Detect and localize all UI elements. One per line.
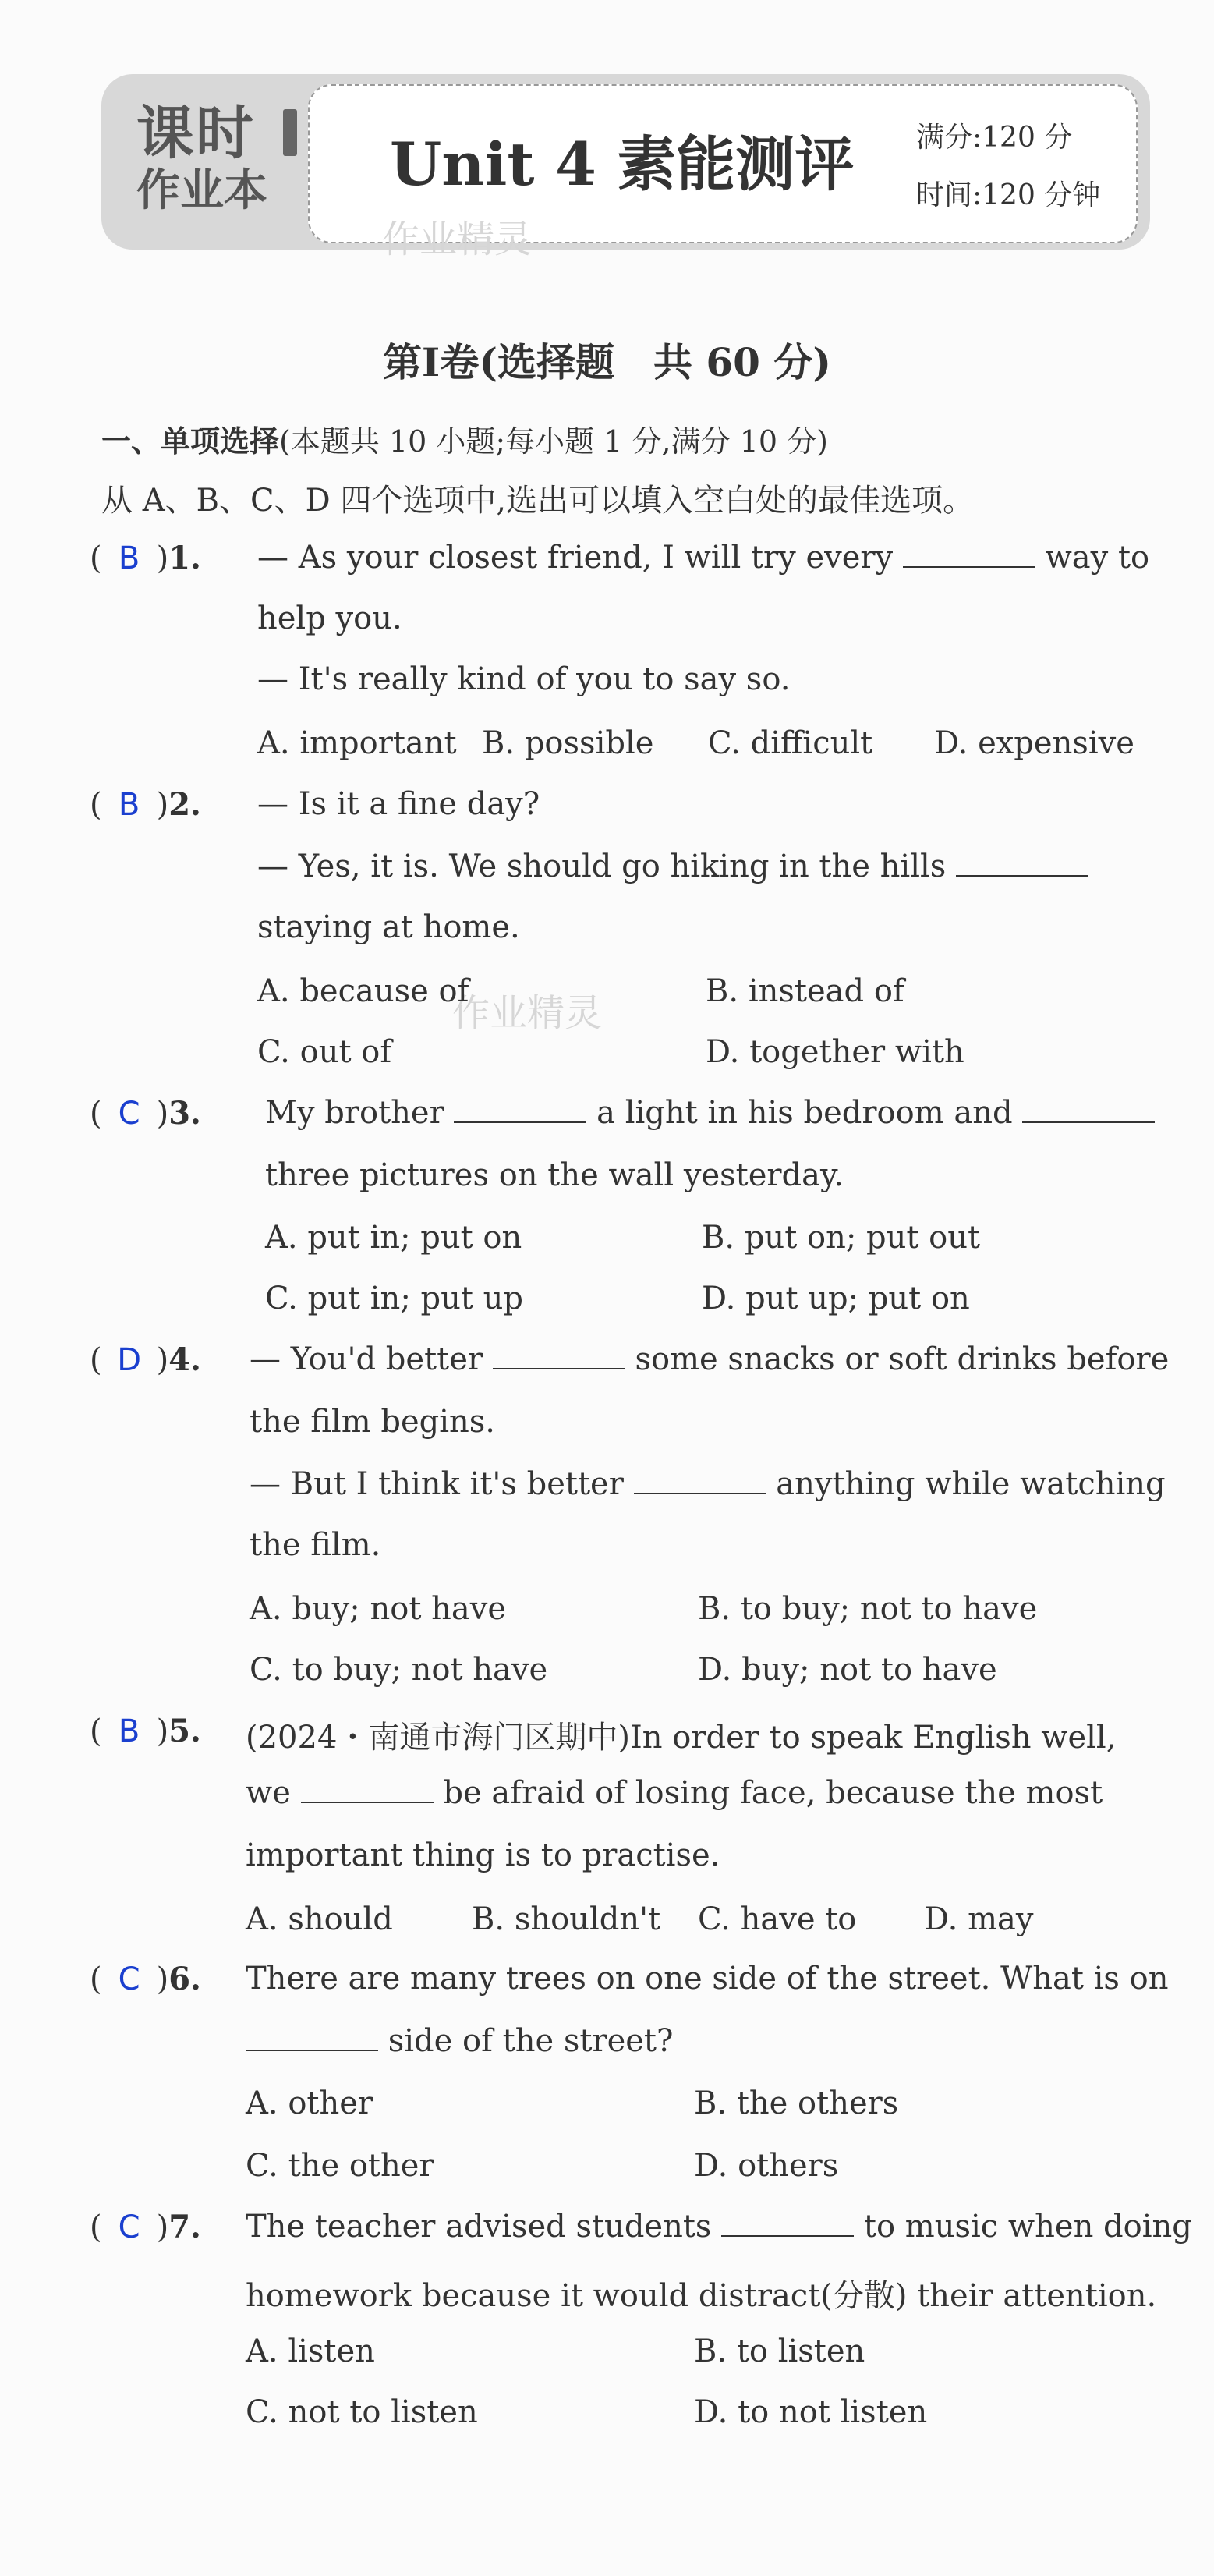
section-title: 第Ⅰ卷(选择题 共 60 分) (382, 339, 832, 385)
option[interactable]: C. the other (246, 2148, 434, 2184)
option[interactable]: B. instead of (706, 973, 904, 1009)
answer-blank[interactable] (454, 1098, 586, 1123)
question-text: three pictures on the wall yesterday. (265, 1157, 844, 1193)
instruction: 从 A、B、C、D 四个选项中,选出可以填入空白处的最佳选项。 (101, 483, 975, 519)
watermark: 作业精灵 (382, 218, 533, 261)
answer-blank[interactable] (634, 1469, 766, 1494)
option[interactable]: C. not to listen (246, 2394, 478, 2430)
answer-blank[interactable] (301, 1778, 434, 1803)
option[interactable]: C. out of (257, 1034, 392, 1070)
answer-bracket: ( C )3. (90, 1095, 201, 1132)
question-text: we be afraid of losing face, because the most (246, 1775, 1103, 1811)
option[interactable]: D. to not listen (694, 2394, 928, 2430)
question-text: important thing is to practise. (246, 1837, 720, 1873)
publisher-logo (136, 101, 300, 226)
watermark: 作业精灵 (452, 991, 603, 1035)
question-text: — You'd better some snacks or soft drinks before (250, 1341, 1170, 1377)
question-text: (2024・南通市海门区期中)In order to speak English well, (246, 1720, 1117, 1756)
option[interactable]: B. to buy; not to have (698, 1591, 1038, 1627)
logo-tag (283, 109, 297, 156)
question-text: homework because it would distract(分散) their attention. (246, 2278, 1157, 2314)
time-limit: 时间:120 分钟 (916, 179, 1101, 211)
option[interactable]: D. expensive (934, 725, 1134, 761)
question-text: — Yes, it is. We should go hiking in the hills (257, 849, 1088, 884)
question-number: 1. (168, 540, 201, 576)
question-number: 6. (168, 1961, 201, 1997)
question-number: 5. (168, 1713, 201, 1749)
option[interactable]: B. shouldn't (472, 1901, 661, 1937)
answer-bracket: ( C )7. (90, 2209, 201, 2245)
question-text: — As your closest friend, I will try every way to (257, 540, 1150, 576)
question-text: — It's really kind of you to say so. (257, 661, 791, 697)
answer-bracket: ( B )2. (90, 786, 201, 823)
answer-bracket: ( B )5. (90, 1713, 201, 1749)
option[interactable]: D. together with (706, 1034, 964, 1070)
question-number: 3. (168, 1095, 201, 1132)
question-text: There are many trees on one side of the street. What is on (246, 1961, 1169, 1997)
option[interactable]: A. other (246, 2085, 373, 2121)
option[interactable]: A. put in; put on (265, 1220, 522, 1256)
answer-letter: C (118, 1096, 140, 1132)
answer-blank[interactable] (246, 2026, 378, 2051)
question-text: help you. (257, 601, 402, 636)
option[interactable]: C. difficult (708, 725, 873, 761)
option[interactable]: B. possible (482, 725, 654, 761)
part-heading-note: (本题共 10 小题;每小题 1 分,满分 10 分) (279, 424, 828, 459)
option[interactable]: C. put in; put up (265, 1281, 524, 1316)
option[interactable]: A. should (246, 1901, 393, 1937)
logo-line1: 课时 (136, 100, 255, 167)
option[interactable]: A. important (257, 725, 457, 761)
option[interactable]: C. to buy; not have (250, 1652, 548, 1688)
answer-blank[interactable] (903, 543, 1035, 568)
answer-blank[interactable] (721, 2212, 854, 2237)
option[interactable]: B. the others (694, 2085, 899, 2121)
question-text: The teacher advised students to music when doing (246, 2209, 1192, 2245)
question-number: 4. (168, 1341, 201, 1378)
option[interactable]: D. buy; not to have (698, 1652, 997, 1688)
page-title: Unit 4 素能测评 (390, 129, 855, 199)
answer-letter: D (117, 1342, 142, 1378)
answer-bracket: ( D )4. (90, 1341, 201, 1378)
question-number: 7. (168, 2209, 201, 2245)
answer-letter: B (118, 787, 140, 823)
answer-blank[interactable] (1022, 1098, 1155, 1123)
question-text: My brother a light in his bedroom and (265, 1095, 1155, 1131)
option[interactable]: B. put on; put out (702, 1220, 981, 1256)
answer-blank[interactable] (956, 852, 1088, 877)
answer-bracket: ( C )6. (90, 1961, 201, 1997)
answer-bracket: ( B )1. (90, 540, 201, 576)
part-heading (101, 417, 828, 460)
option[interactable]: D. put up; put on (702, 1281, 970, 1316)
answer-letter: B (118, 540, 140, 576)
part-heading-label: 一、单项选择 (101, 424, 280, 459)
logo-line2: 作业本 (136, 165, 267, 216)
question-text: side of the street? (246, 2023, 673, 2059)
option[interactable]: A. buy; not have (250, 1591, 506, 1627)
option[interactable]: D. others (694, 2148, 839, 2184)
option[interactable]: B. to listen (694, 2333, 865, 2369)
option[interactable]: A. because of (257, 973, 469, 1009)
full-marks: 满分:120 分 (916, 122, 1073, 154)
question-text: the film. (250, 1527, 381, 1563)
option[interactable]: C. have to (698, 1901, 857, 1937)
answer-letter: B (118, 1713, 140, 1749)
answer-letter: C (118, 2209, 140, 2245)
answer-blank[interactable] (493, 1345, 625, 1369)
question-text: — Is it a fine day? (257, 786, 540, 822)
question-text: staying at home. (257, 909, 520, 945)
question-number: 2. (168, 786, 201, 823)
option[interactable]: D. may (924, 1901, 1034, 1937)
answer-letter: C (118, 1961, 140, 1997)
question-text: the film begins. (250, 1404, 496, 1440)
option[interactable]: A. listen (246, 2333, 375, 2369)
question-text: — But I think it's better anything while watching (250, 1466, 1166, 1502)
